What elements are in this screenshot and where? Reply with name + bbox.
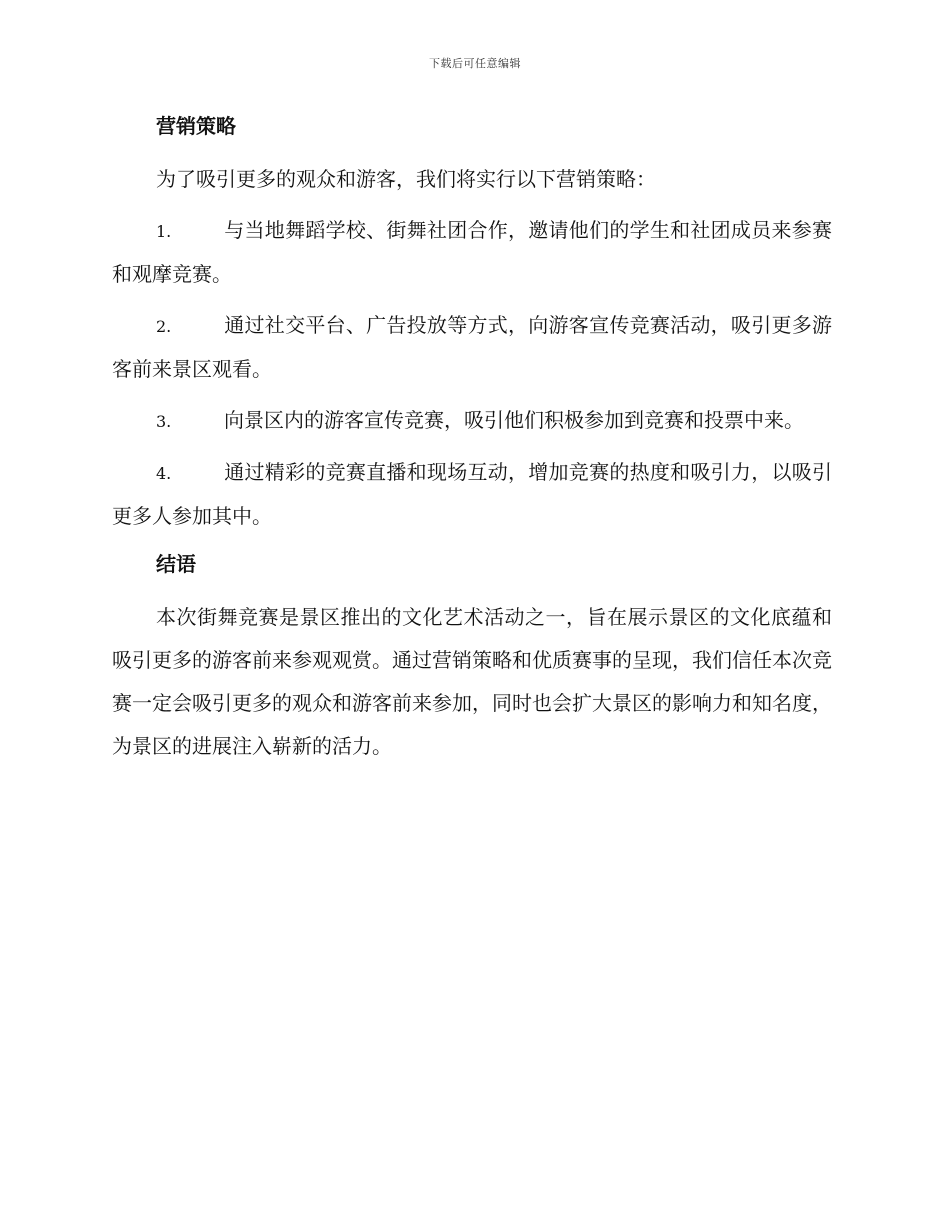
page-header-note: 下载后可任意编辑 bbox=[429, 57, 521, 70]
marketing-intro-paragraph: 为了吸引更多的观众和游客，我们将实行以下营销策略： bbox=[156, 167, 656, 191]
section-heading-marketing: 营销策略 bbox=[156, 114, 236, 138]
list-item-text: 通过精彩的竞赛直播和现场互动，增加竞赛的热度和吸引力，以吸引更多人参加其中。 bbox=[112, 460, 832, 528]
conclusion-paragraph: 本次街舞竞赛是景区推出的文化艺术活动之一，旨在展示景区的文化底蕴和吸引更多的游客前来参观观赏。通过营销策略和优质赛事的呈现，我们信任本次竞赛一定会吸引更多的观众和游客前来参加，同时也会扩大景区的影响力和知名度，为景区的进展注入崭新的活力。 bbox=[112, 605, 832, 758]
list-item bbox=[112, 399, 832, 443]
list-item bbox=[112, 209, 832, 296]
list-item-text: 向景区内的游客宣传竞赛，吸引他们积极参加到竞赛和投票中来。 bbox=[224, 408, 804, 432]
list-item bbox=[112, 451, 832, 538]
list-item-number: 1. bbox=[156, 222, 172, 241]
list-item-number: 2. bbox=[156, 317, 172, 336]
list-item-text: 与当地舞蹈学校、街舞社团合作，邀请他们的学生和社团成员来参赛和观摩竞赛。 bbox=[112, 218, 832, 286]
list-item-number: 4. bbox=[156, 464, 172, 483]
section-heading-conclusion: 结语 bbox=[156, 552, 196, 576]
list-item bbox=[112, 304, 832, 391]
document-body bbox=[112, 108, 832, 776]
list-item-text: 通过社交平台、广告投放等方式，向游客宣传竞赛活动，吸引更多游客前来景区观看。 bbox=[112, 313, 832, 381]
list-item-number: 3. bbox=[156, 412, 172, 431]
